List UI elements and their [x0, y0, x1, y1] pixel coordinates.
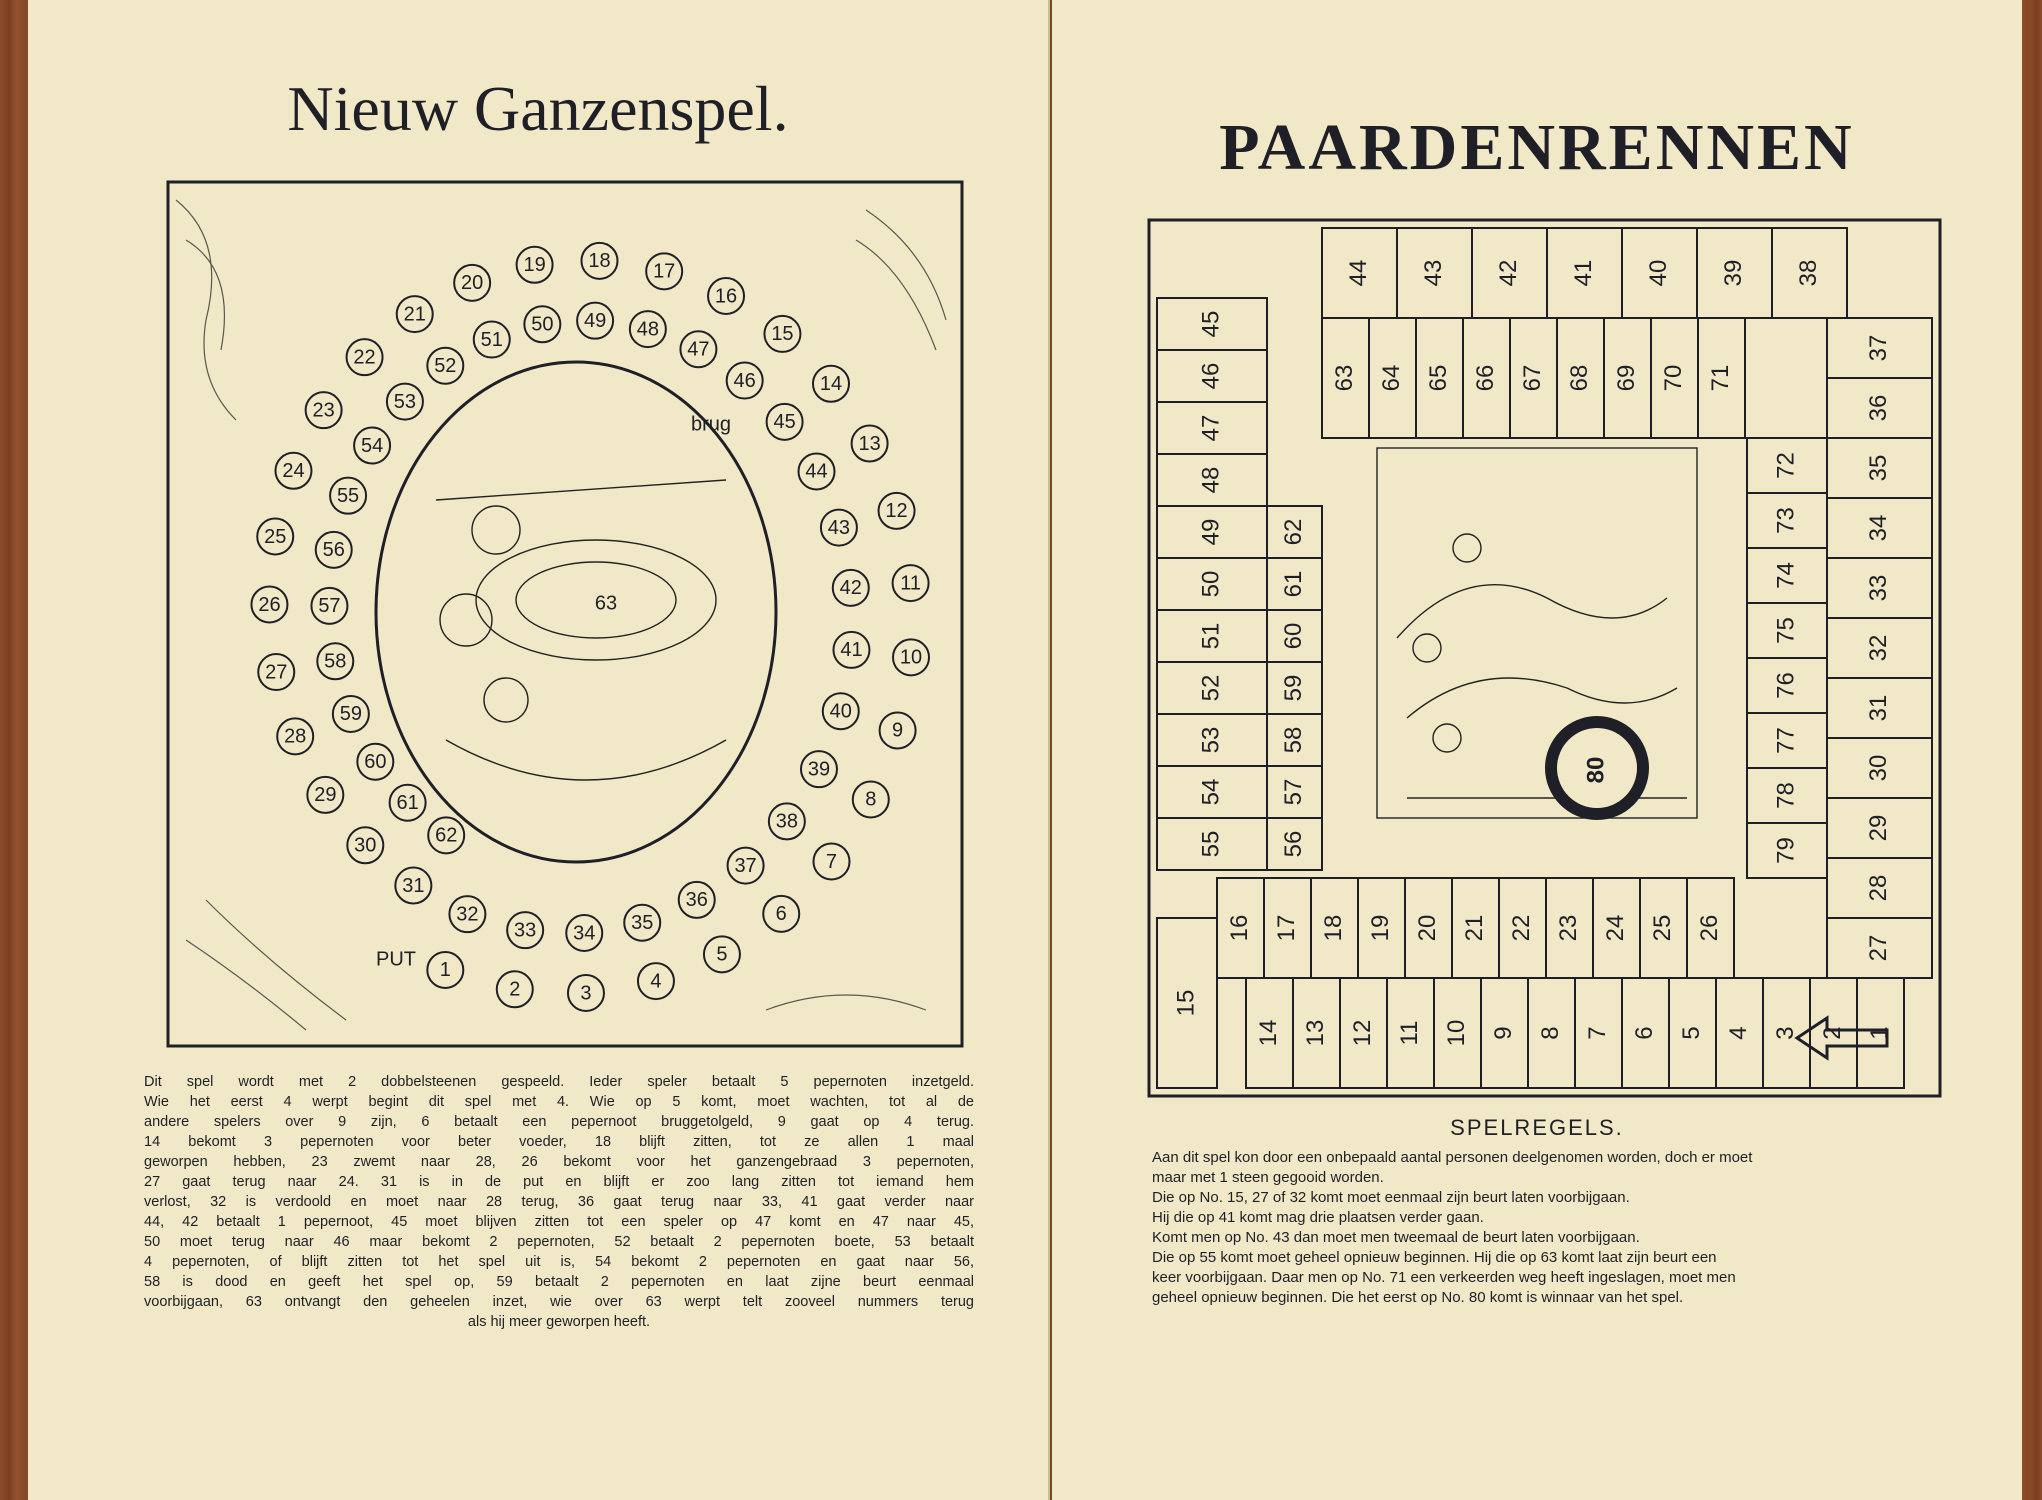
goose-space-number: 30: [354, 834, 377, 857]
race-cell-number: 29: [1864, 814, 1892, 842]
goose-space-number: 37: [734, 854, 757, 877]
race-cell-number: 42: [1494, 259, 1522, 287]
race-cell-number: 36: [1864, 394, 1892, 422]
goose-space-number: 11: [900, 572, 921, 595]
goose-space-number: 59: [339, 703, 362, 726]
race-cell-number: 8: [1536, 1026, 1564, 1040]
race-cell-number: 50: [1197, 570, 1225, 598]
race-cell-number: 13: [1301, 1019, 1329, 1047]
race-cell-number: 58: [1279, 726, 1307, 754]
goose-space-number: 6: [775, 903, 787, 926]
goose-space-number: 55: [336, 484, 360, 507]
goose-space-number: 26: [258, 593, 281, 616]
race-cell-number: 23: [1554, 914, 1582, 942]
race-cell-number: 22: [1507, 914, 1535, 942]
goose-space-number: 50: [531, 313, 554, 336]
race-cell-number: 14: [1254, 1019, 1282, 1047]
race-cell-number: 72: [1772, 452, 1800, 479]
goose-space-number: 39: [807, 758, 831, 781]
race-cell-number: 75: [1772, 617, 1800, 644]
goose-space-number: 53: [393, 390, 417, 413]
rules-line: Komt men op No. 43 dan moet men tweemaal de beurt laten voorbijgaan.: [1152, 1229, 1640, 1246]
goose-space-number: 31: [402, 874, 425, 897]
race-cell-number: 61: [1279, 570, 1307, 598]
race-cell-number: 66: [1471, 364, 1499, 392]
goose-space-number: 9: [892, 719, 904, 742]
horse-track: [1157, 228, 1932, 1088]
rules-line: verlost, 32 is verdoold en moet naar 28 terug, 36 gaat terug naar 33, 41 gaat verder naar: [144, 1194, 974, 1210]
race-cell-number: 65: [1424, 364, 1452, 392]
race-cell-number: 38: [1794, 259, 1822, 287]
horse-race-illustration: [1377, 448, 1697, 818]
rules-line: geworpen hebben, 23 zwemt naar 28, 26 bekomt voor het ganzengebraad 3 pepernoten,: [144, 1154, 974, 1170]
goose-space-number: 58: [324, 650, 347, 673]
race-cell-number: 20: [1413, 914, 1441, 942]
race-cell-number: 62: [1279, 518, 1307, 546]
center-number: 63: [594, 592, 618, 615]
goose-space-number: 7: [825, 850, 838, 873]
race-cell-number: 74: [1772, 562, 1800, 589]
rules-line: 50 moet terug naar 46 maar bekomt 2 pepernoten, 52 betaalt 2 pepernoten boete, 53 betaalt: [144, 1234, 974, 1250]
race-cell-number: 49: [1197, 518, 1225, 546]
race-cell-number: 10: [1442, 1019, 1470, 1047]
race-cell-number: 31: [1864, 694, 1892, 722]
race-cell-number: 26: [1695, 914, 1723, 942]
race-cell-number: 56: [1279, 830, 1307, 858]
rules-line: Die op 55 komt moet geheel opnieuw beginnen. Hij die op 63 komt laat zijn beurt een: [1152, 1249, 1717, 1266]
goose-space-number: 24: [282, 460, 305, 483]
race-cell-number: 40: [1644, 259, 1672, 287]
race-cell-number: 7: [1583, 1026, 1611, 1040]
rules-line: Aan dit spel kon door een onbepaald aantal personen deelgenomen worden, doch er moet: [1152, 1149, 1753, 1166]
rules-line: Wie het eerst 4 werpt begint dit spel met 4. Wie op 5 komt, moet wachten, tot al de: [144, 1094, 974, 1110]
race-cell-number: 55: [1197, 830, 1225, 858]
goose-space-number: 29: [314, 784, 337, 807]
goose-space-number: 56: [322, 539, 345, 562]
goose-space-number: 44: [805, 460, 828, 483]
goose-space-number: 16: [714, 285, 738, 308]
rules-line: keer voorbijgaan. Daar men op No. 71 een verkeerden weg heeft ingeslagen, moet men: [1152, 1269, 1736, 1286]
race-cell-number: 70: [1659, 364, 1687, 392]
goose-space-number: 19: [523, 254, 546, 277]
rules-line: Die op No. 15, 27 of 32 komt moet eenmaal zijn beurt laten voorbijgaan.: [1152, 1189, 1630, 1206]
race-cell-number: 45: [1197, 310, 1225, 338]
right-page: [1052, 0, 2022, 1500]
race-cell-number: 11: [1395, 1020, 1423, 1046]
race-cell-number: 47: [1197, 414, 1225, 442]
race-cell-number: 37: [1864, 334, 1892, 362]
goose-space-number: 52: [434, 355, 457, 378]
goose-space-number: 60: [364, 750, 387, 773]
rules-line: Hij die op 41 komt mag drie plaatsen verder gaan.: [1152, 1209, 1484, 1226]
race-cell-number: 17: [1272, 914, 1300, 942]
goose-space-number: 13: [858, 432, 881, 455]
goose-space-number: 40: [829, 700, 852, 723]
horse-race-board: [1147, 218, 1942, 1098]
race-cell-number: 30: [1864, 754, 1892, 782]
race-cell-number: 51: [1197, 622, 1225, 650]
goose-space-number: 61: [396, 791, 419, 814]
goose-space-number: 17: [653, 260, 676, 283]
race-cell-number: 69: [1612, 364, 1640, 392]
goose-space-number: 14: [819, 373, 843, 396]
race-cell-number: 16: [1225, 914, 1253, 942]
goose-space-number: 38: [775, 810, 798, 833]
race-cell-number: 48: [1197, 466, 1225, 494]
race-cell-number: 79: [1772, 837, 1800, 864]
race-cell-number: 19: [1366, 914, 1394, 942]
race-cell-number: 46: [1197, 362, 1225, 390]
goose-space-number: 41: [840, 639, 863, 662]
goose-space-number: 15: [771, 323, 794, 346]
spelregels-heading: SPELREGELS.: [1450, 1115, 1624, 1140]
race-cell-number: 54: [1197, 778, 1225, 806]
race-cell-number: 27: [1864, 934, 1892, 962]
rules-line: als hij meer geworpen heeft.: [467, 1314, 651, 1330]
goose-space-number: 27: [265, 661, 288, 684]
goose-space-number: 22: [353, 346, 376, 369]
race-cell-number: 44: [1344, 259, 1372, 287]
goose-space-number: 62: [435, 824, 458, 847]
race-cell-number: 34: [1864, 514, 1892, 542]
race-cell-number: 76: [1772, 672, 1800, 699]
race-cell-number: 21: [1460, 914, 1488, 942]
goose-space-number: 1: [439, 959, 451, 982]
goose-space-number: 36: [685, 889, 708, 912]
goose-space-number: 8: [865, 788, 877, 811]
rules-line: 4 pepernoten, of blijft zitten tot het spel uit is, 54 bekomt 2 pepernoten en gaat naar 56,: [144, 1254, 974, 1270]
goose-space-number: 12: [885, 500, 908, 523]
goose-space-number: 57: [318, 595, 341, 618]
space-label-put: PUT: [376, 948, 416, 971]
rules-line: 27 gaat terug naar 24. 31 is in de put en blijft er zoo lang zitten tot iemand hem: [144, 1174, 974, 1190]
goose-space-number: 33: [514, 919, 537, 942]
goose-rules-text: [144, 1072, 974, 1332]
race-cell-number: 52: [1197, 674, 1225, 702]
race-cell-number: 39: [1719, 259, 1747, 287]
race-cell-number: 41: [1569, 259, 1597, 287]
goose-space-number: 2: [509, 978, 521, 1001]
race-cell-number: 60: [1279, 622, 1307, 650]
horse-race-rules-text: [1152, 1148, 1952, 1308]
race-cell-number: 33: [1864, 574, 1892, 602]
center-illustration: [376, 362, 776, 862]
race-cell-number: 53: [1197, 726, 1225, 754]
race-cell-number: 4: [1724, 1026, 1752, 1040]
goose-space-number: 23: [312, 399, 335, 422]
goose-space-number: 43: [827, 516, 851, 539]
race-cell-number: 35: [1864, 454, 1892, 482]
race-cell-number: 12: [1348, 1019, 1376, 1047]
race-cell-number: 6: [1630, 1026, 1658, 1040]
rules-line: 58 is dood en geeft het spel op, 59 betaalt 2 pepernoten en laat zijne beurt eenmaal: [144, 1274, 974, 1290]
goose-space-number: 46: [733, 369, 756, 392]
rules-line: andere spelers over 9 zijn, 6 betaalt een pepernoot bruggetolgeld, 9 gaat op 4 terug.: [144, 1114, 974, 1130]
race-cell-number: 5: [1677, 1026, 1705, 1040]
rules-line: maar met 1 steen gegooid worden.: [1152, 1169, 1384, 1186]
finish-number: 80: [1582, 756, 1610, 784]
race-cell-number: 67: [1518, 364, 1546, 392]
race-cell-number: 57: [1279, 778, 1307, 806]
race-cell-number: 32: [1864, 634, 1892, 662]
goose-game-board: [166, 180, 964, 1048]
race-cell-number: 2: [1818, 1026, 1846, 1040]
page-title-ganzenspel: Nieuw Ganzenspel.: [287, 73, 789, 144]
race-cell-number: 68: [1565, 364, 1593, 392]
goose-space-number: 3: [580, 982, 592, 1005]
rules-line: geheel opnieuw beginnen. Die het eerst op No. 80 komt is winnaar van het spel.: [1152, 1289, 1684, 1306]
goose-space-number: 51: [480, 328, 503, 351]
left-page: [28, 0, 1050, 1500]
finish-80-badge: [1545, 716, 1649, 820]
goose-space-number: 49: [583, 309, 607, 332]
race-cell-number: 24: [1601, 914, 1629, 942]
race-cell-number: 59: [1279, 674, 1307, 702]
goose-space-number: 48: [636, 318, 659, 341]
goose-space-number: 25: [264, 525, 287, 548]
goose-space-number: 10: [899, 646, 923, 669]
race-cell-number: 63: [1330, 364, 1358, 392]
race-cell-number: 3: [1771, 1026, 1799, 1040]
race-cell-number: 71: [1706, 364, 1734, 392]
goose-space-number: 34: [573, 922, 596, 945]
race-cell-number: 64: [1377, 364, 1405, 392]
goose-space-number: 21: [403, 303, 426, 326]
goose-space-number: 5: [716, 943, 728, 966]
race-cell-number: 9: [1489, 1026, 1517, 1040]
race-cell-number: 77: [1772, 727, 1800, 754]
space-label-brug: brug: [690, 413, 732, 436]
race-cell-number: 73: [1772, 507, 1800, 534]
page-title-paardenrennen: PAARDENRENNEN: [1219, 111, 1855, 184]
race-cell-number: 43: [1419, 259, 1447, 287]
goose-space-number: 54: [360, 434, 384, 457]
race-cell-number: 15: [1172, 989, 1200, 1017]
race-cell-number: 1: [1865, 1026, 1893, 1040]
race-cell-number: 28: [1864, 874, 1892, 902]
goose-space-number: 32: [456, 903, 479, 926]
goose-track: [251, 243, 929, 1011]
rules-line: 14 bekomt 3 pepernoten voor beter voeder, 18 blijft zitten, tot ze allen 1 maal: [144, 1134, 974, 1150]
goose-space-number: 42: [839, 577, 862, 600]
goose-space-number: 20: [461, 272, 484, 295]
race-cell-number: 78: [1772, 782, 1800, 809]
race-cell-number: 18: [1319, 914, 1347, 942]
race-cell-number: 25: [1648, 914, 1676, 942]
goose-space-number: 35: [631, 911, 654, 934]
goose-space-number: 45: [773, 411, 796, 434]
rules-line: 44, 42 betaalt 1 pepernoot, 45 moet blijven zitten tot een speler op 47 komt en 47 naar 45,: [144, 1214, 974, 1230]
goose-space-number: 28: [284, 725, 307, 748]
goose-space-number: 47: [687, 338, 710, 361]
players-at-table-illustration: [436, 480, 726, 780]
rules-line: voorbijgaan, 63 ontvangt den geheelen inzet, wie over 63 werpt telt zooveel nummers terug: [144, 1294, 974, 1310]
goose-space-number: 18: [588, 250, 611, 273]
goose-space-number: 4: [650, 970, 662, 993]
rules-line: Dit spel wordt met 2 dobbelsteenen gespeeld. Ieder speler betaalt 5 pepernoten inzetgeld.: [144, 1074, 974, 1090]
